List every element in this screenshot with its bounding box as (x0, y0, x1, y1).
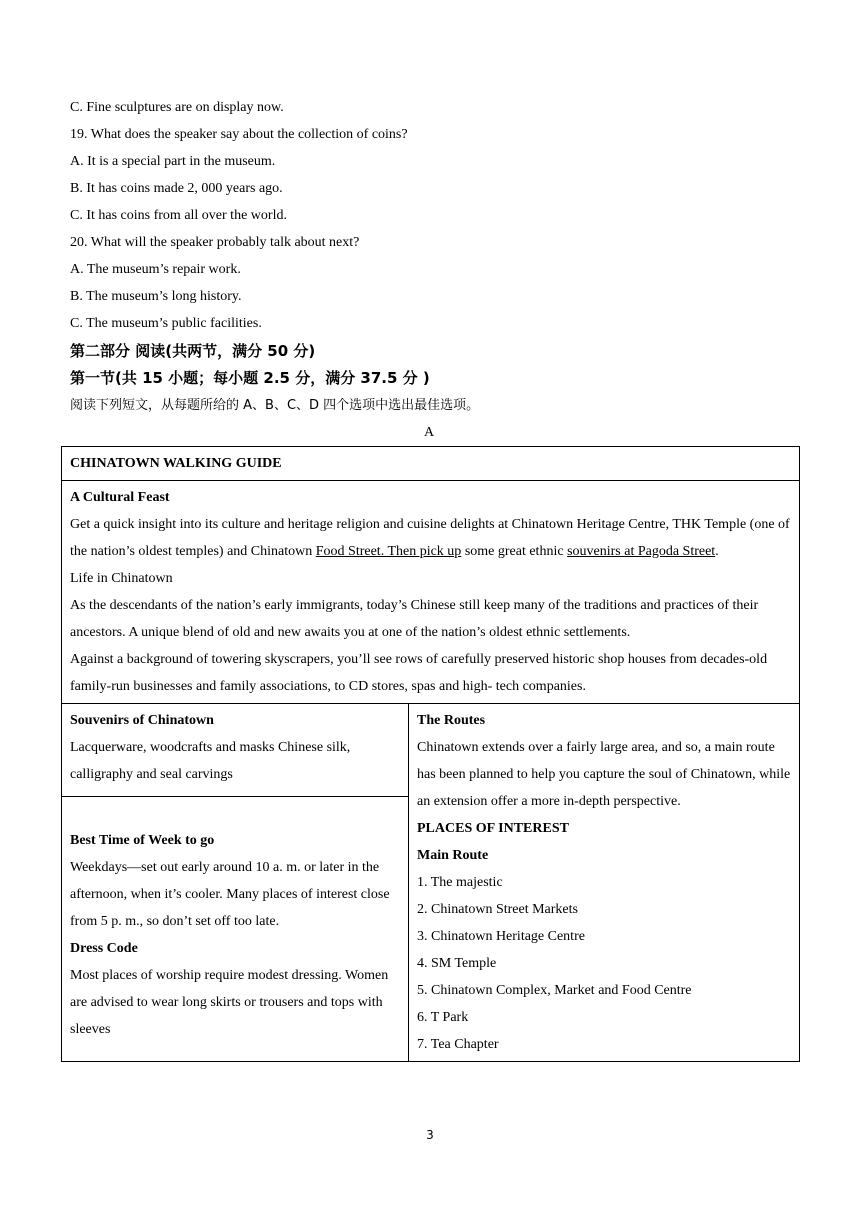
souvenirs-heading: Souvenirs of Chinatown (70, 713, 214, 728)
best-time-heading: Best Time of Week to go (70, 833, 215, 849)
guide-intro-cell (62, 481, 800, 704)
routes-heading: The Routes (417, 713, 486, 728)
chinatown-guide-table (61, 446, 800, 1062)
feast-paragraph: Get a quick insight into its culture and heritage religion and cuisine delights at Chinatown Heritage Centre, THK Temple (one of the nation’s oldest temples) and Chinatown Food Street. Then pick up some great ethnic souvenirs at Pagoda Street. (70, 517, 790, 559)
option-c-q20: C. The museum’s public facilities. (70, 316, 262, 331)
tips-cell (62, 797, 409, 1062)
place-item: 2. Chinatown Street Markets (417, 902, 578, 917)
place-item: 1. The majestic (417, 875, 503, 890)
option-b-q19: B. It has coins made 2, 000 years ago. (70, 181, 283, 196)
routes-cell (409, 704, 800, 1062)
main-route-label: Main Route (417, 848, 489, 863)
option-a-q19: A. It is a special part in the museum. (70, 154, 276, 169)
places-heading: PLACES OF INTEREST (417, 821, 569, 836)
life-paragraph-2: Against a background of towering skyscrapers, you’ll see rows of carefully preserved historic shop houses from decades-old family-run businesses and family associations, to CD stores, spas and high- tech companies. (70, 652, 768, 694)
pagoda-street-underline: souvenirs at Pagoda Street (567, 544, 716, 559)
option-b-q20: B. The museum’s long history. (70, 289, 242, 304)
souvenirs-text: Lacquerware, woodcrafts and masks Chinese silk, calligraphy and seal carvings (70, 740, 351, 782)
place-item: 3. Chinatown Heritage Centre (417, 929, 585, 944)
dress-code-text: Most places of worship require modest dressing. Women are advised to wear long skirts or trousers and tops with sleeves (70, 968, 389, 1038)
life-heading: Life in Chinatown (70, 571, 173, 586)
best-time-text: Weekdays—set out early around 10 a. m. or later in the afternoon, when it’s cooler. Many places of interest close from 5 p. m., so don’t set off too late. (70, 860, 390, 930)
guide-title: CHINATOWN WALKING GUIDE (62, 447, 800, 481)
question-19: 19. What does the speaker say about the collection of coins? (70, 127, 408, 142)
option-a-q20: A. The museum’s repair work. (70, 262, 241, 277)
passage-label: A (424, 425, 435, 440)
option-c-q18: C. Fine sculptures are on display now. (70, 100, 284, 115)
food-street-underline: Food Street. Then pick up (315, 544, 462, 559)
place-item: 6. T Park (417, 1010, 469, 1025)
place-item: 7. Tea Chapter (417, 1037, 499, 1052)
place-item: 4. SM Temple (417, 956, 497, 971)
section-heading: 第二部分 阅读(共两节，满分 50 分) (70, 342, 316, 360)
souvenirs-cell (62, 704, 409, 797)
section-instruction: 阅读下列短文，从每题所给的 A、B、C、D 四个选项中选出最佳选项。 (70, 398, 480, 413)
dress-code-heading: Dress Code (70, 941, 138, 957)
place-item: 5. Chinatown Complex, Market and Food Centre (417, 983, 692, 998)
question-20: 20. What will the speaker probably talk about next? (70, 235, 360, 250)
section-subheading: 第一节(共 15 小题；每小题 2.5 分，满分 37.5 分 ) (70, 369, 430, 387)
option-c-q19: C. It has coins from all over the world. (70, 208, 287, 223)
page-number: 3 (426, 1128, 434, 1142)
spacer (70, 800, 400, 827)
feast-heading: A Cultural Feast (70, 490, 170, 505)
routes-text: Chinatown extends over a fairly large area, and so, a main route has been planned to help you capture the soul of Chinatown, while an extension offer a more in-depth perspective. (417, 740, 791, 809)
life-paragraph-1: As the descendants of the nation’s early immigrants, today’s Chinese still keep many of the traditions and practices of their ancestors. A unique blend of old and new awaits you at one of the nation’s oldest ethnic settlements. (70, 598, 759, 640)
